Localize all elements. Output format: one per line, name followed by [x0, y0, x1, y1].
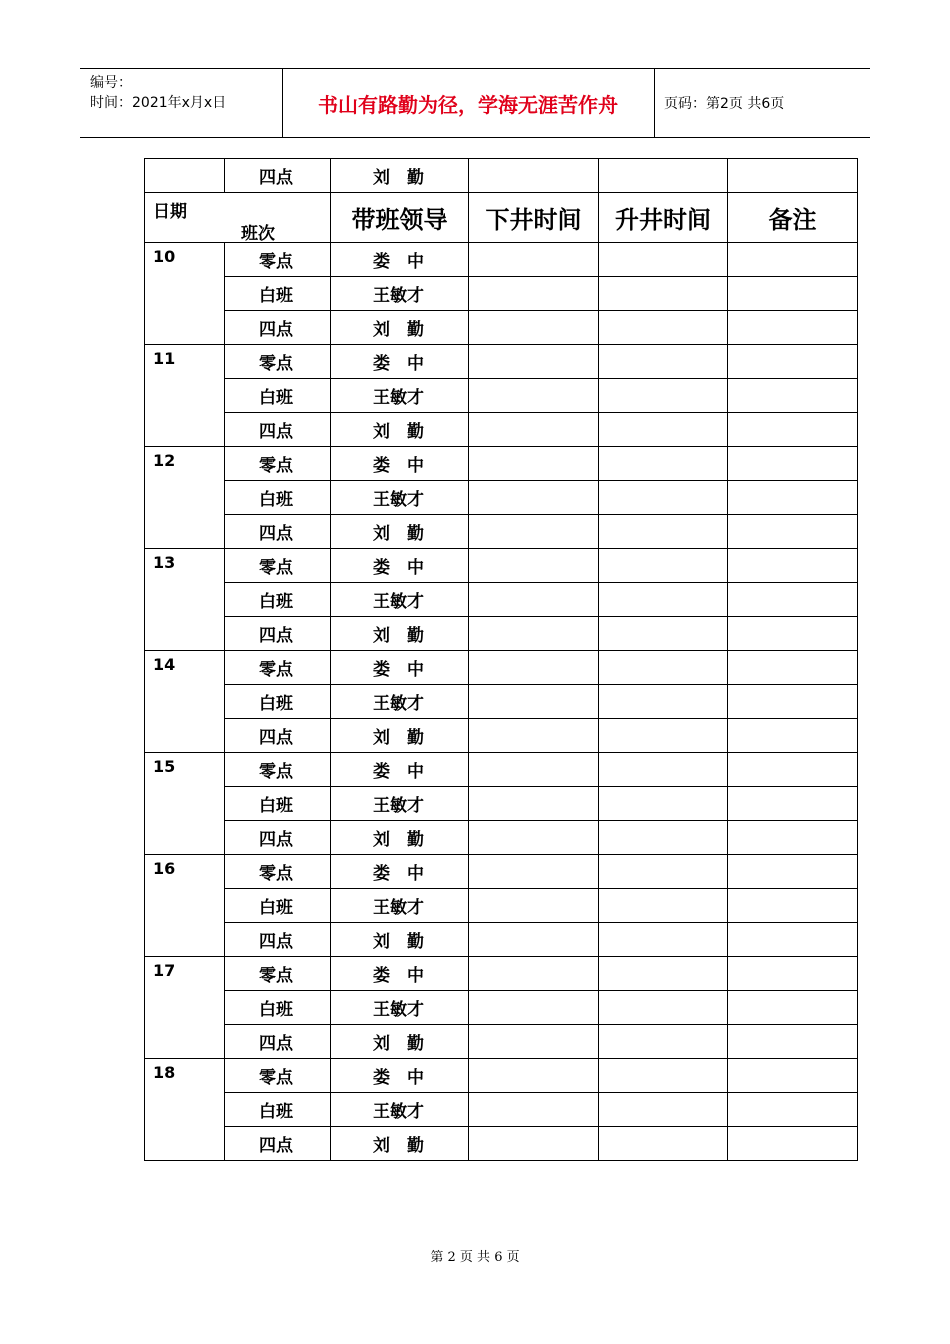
down-time-cell[interactable]	[469, 447, 599, 481]
remark-cell[interactable]	[728, 277, 858, 311]
shift-cell: 四点	[225, 1127, 331, 1161]
remark-cell[interactable]	[728, 617, 858, 651]
down-time-cell[interactable]	[469, 413, 599, 447]
header-divider	[654, 69, 655, 137]
remark-cell[interactable]	[728, 159, 858, 193]
table-row	[145, 311, 858, 345]
leader-cell: 刘 勤	[331, 413, 469, 447]
shift-cell: 白班	[225, 277, 331, 311]
doc-time-label: 时间：2021年x月x日	[90, 95, 227, 111]
up-time-cell[interactable]	[599, 753, 728, 787]
remark-cell[interactable]	[728, 787, 858, 821]
table-row	[145, 889, 858, 923]
up-time-cell[interactable]	[599, 311, 728, 345]
doc-code-label: 编号：	[90, 75, 132, 91]
table-row	[145, 991, 858, 1025]
shift-cell: 白班	[225, 991, 331, 1025]
table-row	[145, 651, 858, 685]
date-cell: 11	[145, 345, 225, 447]
down-time-cell[interactable]	[469, 719, 599, 753]
date-cell: 12	[145, 447, 225, 549]
down-time-cell[interactable]	[469, 821, 599, 855]
remark-cell[interactable]	[728, 1059, 858, 1093]
up-time-cell[interactable]	[599, 957, 728, 991]
leader-cell: 娄 中	[331, 753, 469, 787]
leader-cell: 娄 中	[331, 651, 469, 685]
up-time-cell[interactable]	[599, 583, 728, 617]
leader-cell: 王敏才	[331, 481, 469, 515]
table-row	[145, 243, 858, 277]
down-time-cell[interactable]	[469, 855, 599, 889]
date-cell: 10	[145, 243, 225, 345]
remark-cell[interactable]	[728, 243, 858, 277]
shift-cell: 白班	[225, 379, 331, 413]
leader-cell: 刘 勤	[331, 159, 469, 193]
up-time-cell[interactable]	[599, 159, 728, 193]
leader-cell: 王敏才	[331, 685, 469, 719]
table-row	[145, 1025, 858, 1059]
leader-cell: 刘 勤	[331, 821, 469, 855]
leader-cell: 娄 中	[331, 243, 469, 277]
shift-cell: 零点	[225, 549, 331, 583]
shift-cell: 白班	[225, 787, 331, 821]
down-time-cell[interactable]	[469, 583, 599, 617]
date-cell: 18	[145, 1059, 225, 1161]
up-time-cell[interactable]	[599, 991, 728, 1025]
up-time-cell[interactable]	[599, 889, 728, 923]
down-time-cell[interactable]	[469, 617, 599, 651]
down-time-cell[interactable]	[469, 1127, 599, 1161]
leader-cell: 刘 勤	[331, 923, 469, 957]
leader-cell: 王敏才	[331, 787, 469, 821]
remark-cell[interactable]	[728, 481, 858, 515]
table-row	[145, 379, 858, 413]
remark-cell[interactable]	[728, 821, 858, 855]
shift-cell: 白班	[225, 583, 331, 617]
remark-cell[interactable]	[728, 651, 858, 685]
remark-cell[interactable]	[728, 685, 858, 719]
shift-cell: 零点	[225, 243, 331, 277]
shift-cell: 四点	[225, 311, 331, 345]
remark-cell[interactable]	[728, 923, 858, 957]
up-time-cell[interactable]	[599, 617, 728, 651]
leader-cell: 刘 勤	[331, 1025, 469, 1059]
table-row	[145, 515, 858, 549]
header-page-info: 页码：第2页 共6页	[664, 96, 785, 112]
table-cell	[145, 159, 225, 193]
up-time-cell[interactable]	[599, 923, 728, 957]
shift-cell: 四点	[225, 821, 331, 855]
leader-cell: 娄 中	[331, 855, 469, 889]
leader-cell: 娄 中	[331, 345, 469, 379]
table-row	[145, 159, 858, 193]
table-row	[145, 583, 858, 617]
table-row	[145, 787, 858, 821]
up-time-cell[interactable]	[599, 651, 728, 685]
leader-cell: 王敏才	[331, 583, 469, 617]
remark-cell[interactable]	[728, 753, 858, 787]
shift-cell: 零点	[225, 651, 331, 685]
remark-cell[interactable]	[728, 515, 858, 549]
remark-cell[interactable]	[728, 855, 858, 889]
down-time-cell[interactable]	[469, 1059, 599, 1093]
header-meta	[90, 73, 226, 113]
up-time-cell[interactable]	[599, 277, 728, 311]
shift-cell: 四点	[225, 923, 331, 957]
table-row	[145, 1127, 858, 1161]
leader-cell: 娄 中	[331, 447, 469, 481]
remark-cell[interactable]	[728, 1127, 858, 1161]
down-time-cell[interactable]	[469, 549, 599, 583]
up-time-cell[interactable]	[599, 821, 728, 855]
page-header	[80, 68, 870, 138]
down-time-cell[interactable]	[469, 243, 599, 277]
remark-cell[interactable]	[728, 1025, 858, 1059]
up-time-header: 升井时间	[599, 193, 728, 243]
remark-header: 备注	[728, 193, 858, 243]
leader-cell: 王敏才	[331, 277, 469, 311]
shift-cell: 四点	[225, 159, 331, 193]
remark-cell[interactable]	[728, 549, 858, 583]
leader-cell: 王敏才	[331, 991, 469, 1025]
table-row	[145, 413, 858, 447]
shift-cell: 零点	[225, 447, 331, 481]
leader-cell: 王敏才	[331, 1093, 469, 1127]
up-time-cell[interactable]	[599, 447, 728, 481]
up-time-cell[interactable]	[599, 515, 728, 549]
remark-cell[interactable]	[728, 1093, 858, 1127]
down-time-cell[interactable]	[469, 957, 599, 991]
shift-cell: 白班	[225, 481, 331, 515]
leader-cell: 娄 中	[331, 957, 469, 991]
table-row	[145, 481, 858, 515]
up-time-cell[interactable]	[599, 685, 728, 719]
table-row	[145, 855, 858, 889]
table-row	[145, 1059, 858, 1093]
shift-cell: 零点	[225, 1059, 331, 1093]
shift-cell: 白班	[225, 1093, 331, 1127]
down-time-cell[interactable]	[469, 515, 599, 549]
table-header-row	[145, 193, 858, 243]
shift-cell: 零点	[225, 957, 331, 991]
down-time-cell[interactable]	[469, 481, 599, 515]
shift-cell: 四点	[225, 413, 331, 447]
table-row	[145, 957, 858, 991]
up-time-cell[interactable]	[599, 1059, 728, 1093]
date-cell: 15	[145, 753, 225, 855]
leader-cell: 王敏才	[331, 889, 469, 923]
down-time-cell[interactable]	[469, 753, 599, 787]
down-time-cell[interactable]	[469, 277, 599, 311]
remark-cell[interactable]	[728, 413, 858, 447]
up-time-cell[interactable]	[599, 549, 728, 583]
table-row	[145, 345, 858, 379]
down-time-cell[interactable]	[469, 923, 599, 957]
table-row	[145, 821, 858, 855]
leader-header: 带班领导	[331, 193, 469, 243]
table-row	[145, 685, 858, 719]
remark-cell[interactable]	[728, 991, 858, 1025]
leader-cell: 娄 中	[331, 549, 469, 583]
leader-cell: 王敏才	[331, 379, 469, 413]
remark-cell[interactable]	[728, 379, 858, 413]
table-row	[145, 617, 858, 651]
leader-cell: 刘 勤	[331, 719, 469, 753]
shift-cell: 四点	[225, 515, 331, 549]
date-cell: 13	[145, 549, 225, 651]
down-time-cell[interactable]	[469, 787, 599, 821]
shift-cell: 零点	[225, 855, 331, 889]
remark-cell[interactable]	[728, 311, 858, 345]
up-time-cell[interactable]	[599, 243, 728, 277]
remark-cell[interactable]	[728, 345, 858, 379]
up-time-cell[interactable]	[599, 379, 728, 413]
table-row	[145, 1093, 858, 1127]
leader-cell: 刘 勤	[331, 515, 469, 549]
date-cell: 17	[145, 957, 225, 1059]
down-time-cell[interactable]	[469, 1025, 599, 1059]
up-time-cell[interactable]	[599, 1127, 728, 1161]
page-footer: 第 2 页 共 6 页	[430, 1250, 520, 1265]
down-time-cell[interactable]	[469, 991, 599, 1025]
leader-cell: 娄 中	[331, 1059, 469, 1093]
header-motto: 书山有路勤为径，学海无涯苦作舟	[318, 92, 618, 117]
shift-schedule-table	[144, 158, 858, 1161]
up-time-cell[interactable]	[599, 719, 728, 753]
shift-cell: 四点	[225, 617, 331, 651]
table-row	[145, 923, 858, 957]
up-time-cell[interactable]	[599, 345, 728, 379]
down-time-header: 下井时间	[469, 193, 599, 243]
leader-cell: 刘 勤	[331, 1127, 469, 1161]
up-time-cell[interactable]	[599, 855, 728, 889]
shift-cell: 零点	[225, 345, 331, 379]
table-row	[145, 447, 858, 481]
remark-cell[interactable]	[728, 583, 858, 617]
shift-cell: 白班	[225, 685, 331, 719]
date-shift-header	[145, 193, 331, 243]
remark-cell[interactable]	[728, 719, 858, 753]
remark-cell[interactable]	[728, 889, 858, 923]
down-time-cell[interactable]	[469, 159, 599, 193]
down-time-cell[interactable]	[469, 651, 599, 685]
table-row	[145, 549, 858, 583]
shift-header: 班次	[241, 224, 275, 244]
up-time-cell[interactable]	[599, 787, 728, 821]
up-time-cell[interactable]	[599, 1025, 728, 1059]
up-time-cell[interactable]	[599, 413, 728, 447]
date-cell: 16	[145, 855, 225, 957]
remark-cell[interactable]	[728, 447, 858, 481]
down-time-cell[interactable]	[469, 345, 599, 379]
leader-cell: 刘 勤	[331, 311, 469, 345]
down-time-cell[interactable]	[469, 685, 599, 719]
shift-cell: 零点	[225, 753, 331, 787]
shift-cell: 四点	[225, 719, 331, 753]
table-row	[145, 719, 858, 753]
remark-cell[interactable]	[728, 957, 858, 991]
down-time-cell[interactable]	[469, 889, 599, 923]
table-row	[145, 277, 858, 311]
leader-cell: 刘 勤	[331, 617, 469, 651]
date-header: 日期	[153, 202, 187, 222]
shift-cell: 白班	[225, 889, 331, 923]
up-time-cell[interactable]	[599, 1093, 728, 1127]
down-time-cell[interactable]	[469, 1093, 599, 1127]
down-time-cell[interactable]	[469, 379, 599, 413]
table-row	[145, 753, 858, 787]
up-time-cell[interactable]	[599, 481, 728, 515]
date-cell: 14	[145, 651, 225, 753]
down-time-cell[interactable]	[469, 311, 599, 345]
shift-cell: 四点	[225, 1025, 331, 1059]
